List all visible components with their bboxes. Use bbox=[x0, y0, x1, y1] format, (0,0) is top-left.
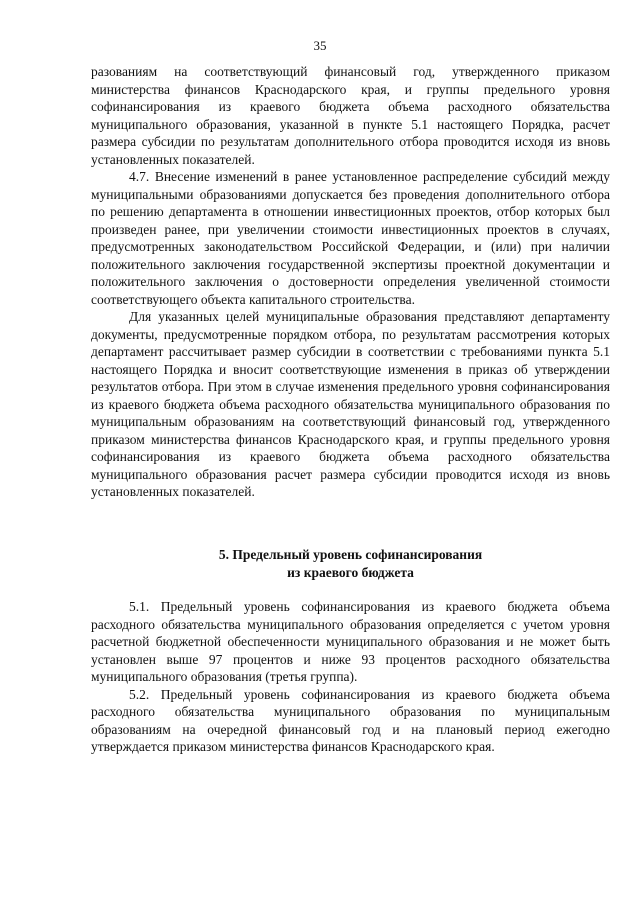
bottom-text-block bbox=[91, 598, 610, 756]
top-text-block bbox=[91, 63, 610, 501]
paragraph-5-2: 5.2. Предельный уровень софинансирования из краевого бюджета объема расходного обязательства муниципального образования по муниципальным образованиям на очередной финансовый год и на плановый период ежегодно утверждается приказом министерства финансов Краснодарского края. bbox=[91, 686, 610, 754]
paragraph-5-1: 5.1. Предельный уровень софинансирования из краевого бюджета объема расходного обязательства муниципального образования определяется с учетом уровня расчетной бюджетной обеспеченности муниципального образования и не может быть установлен выше 97 процентов и ниже 93 процентов расходного обязательства муниципального образования (третья группа). bbox=[91, 599, 610, 684]
paragraph-continuation: разованиям на соответствующий финансовый год, утвержденного приказом министерства финансов Краснодарского края, и группы предельного уровня софинансирования из краевого бюджета объема расходного обязательства муниципального образования, указанной в пункте 5.1 настоящего Порядка, расчет размера субсидии по результатам дополнительного отбора проводится исходя из вновь установленных показателей. bbox=[91, 64, 610, 167]
section-heading-line-1: 5. Предельный уровень софинансирования bbox=[218, 547, 483, 562]
section-heading bbox=[91, 546, 610, 581]
section-heading-line-2: из краевого бюджета bbox=[287, 564, 414, 580]
paragraph-for-these-purposes: Для указанных целей муниципальные образования представляют департаменту документы, предусмотренные порядком отбора, по результатам рассмотрения которых департамент рассчитывает размер субсидии в соответствии с требованиями пункта 5.1 настоящего Порядка и вносит соответствующие изменения в приказ об утверждении результатов отбора. При этом в случае изменения предельного уровня софинансирования из краевого бюджета объема расходного обязательства муниципального образования по муниципальным образованиям на соответствующий финансовый год, утвержденного приказом министерства финансов Краснодарского края, и группы предельного уровня софинансирования из краевого бюджета объема расходного обязательства муниципального образования расчет размера субсидии проводится исходя из вновь установленных показателей. bbox=[91, 309, 610, 499]
paragraph-4-7: 4.7. Внесение изменений в ранее установленное распределение субсидий между муниципальными образованиями допускается без проведения дополнительного отбора по решению департамента в отношении инвестиционных проектов, отбор которых был произведен ранее, при увеличении стоимости инвестиционных проектов в случаях, предусмотренных законодательством Российской Федерации, и (или) при наличии положительного заключения государственной экспертизы проектной документации и положительного заключения о достоверности определения увеличенной стоимости соответствующего объекта капитального строительства. bbox=[91, 169, 610, 307]
page-number: 35 bbox=[313, 38, 327, 53]
